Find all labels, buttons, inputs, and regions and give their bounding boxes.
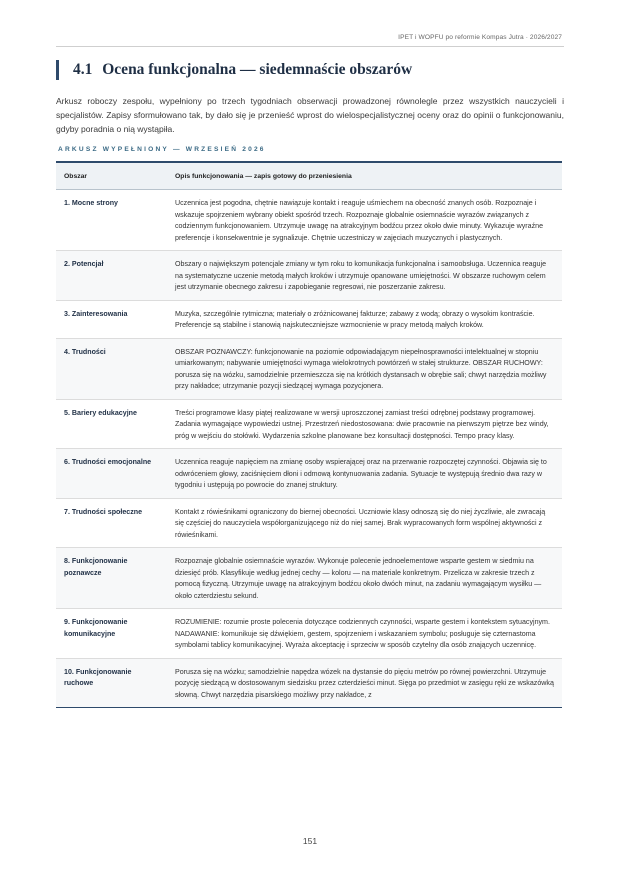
functional-assessment-table	[56, 161, 562, 708]
description-cell: Porusza się na wózku; samodzielnie napędza wózek na dystansie do pięciu metrów po równej powierzchni. Utrzymuje pozycję siedzącą w dostosowanym siedzisku przez czterdzieści minut. Sięga po przedmiot w zasięgu ręki ze wskazówką słowną. Chwyt narzędzia pisarskiego możliwy przy nakładce, z	[167, 658, 562, 707]
table-row	[56, 548, 562, 609]
table-body	[56, 190, 562, 708]
area-cell: 4. Trudności	[56, 338, 167, 399]
area-cell: 3. Zainteresowania	[56, 300, 167, 338]
table-row	[56, 300, 562, 338]
description-cell: ROZUMIENIE: rozumie proste polecenia dotyczące codziennych czynności, wsparte gestem i kontekstem sytuacyjnym. NADAWANIE: komunikuje się dźwiękiem, gestem, spojrzeniem i wskazaniem symbolu; posługuje się czternastoma symbolami tablicy komunikacyjnej. Wyraża akceptację i sprzeciw w sposób czytelny dla osób znających uczennicę.	[167, 609, 562, 659]
description-cell: Rozpoznaje globalnie osiemnaście wyrazów. Wykonuje polecenie jednoelementowe wsparte gestem w siedmiu na dziesięć prób. Klasyfikuje według jednej cechy — koloru — na materiale konkretnym. Przelicza w zakresie trzech z pomocą fizyczną. Utrzymuje uwagę na atrakcyjnym bodźcu około dwóch minut, na zadaniu wymagającym wysiłku — około czterdziestu sekund.	[167, 548, 562, 609]
table-row	[56, 498, 562, 548]
area-cell: 5. Bariery edukacyjne	[56, 399, 167, 449]
area-cell: 10. Funkcjonowanie ruchowe	[56, 658, 167, 707]
area-cell: 1. Mocne strony	[56, 190, 167, 251]
header-divider	[56, 46, 564, 47]
table-row	[56, 399, 562, 449]
description-cell: Muzyka, szczególnie rytmiczna; materiały o zróżnicowanej fakturze; zabawy z wodą; obrazy o wysokim kontraście. Preferencje są stabilne i stanowią najskuteczniejsze wzmocnienie w pracy metodą małych kroków.	[167, 300, 562, 338]
column-header-description: Opis funkcjonowania — zapis gotowy do przeniesienia	[167, 163, 562, 190]
area-cell: 8. Funkcjonowanie poznawcze	[56, 548, 167, 609]
description-cell: Uczennica reaguje napięciem na zmianę osoby wspierającej oraz na przerwanie rozpoczętej czynności. Objawia się to odwróceniem głowy, zaciśnięciem dłoni i odmową kontynuowania zadania. Sytuacje te występują średnio dwa razy w tygodniu i ustępują po powrocie do znanej struktury.	[167, 449, 562, 499]
table-row	[56, 251, 562, 301]
description-cell: Obszary o największym potencjale zmiany w tym roku to komunikacja funkcjonalna i samoobsługa. Uczennica reaguje na systematyczne uczenie metodą małych kroków i utrzymuje opanowane umiejętności. W obszarze ruchowym celem jest utrzymanie obecnego zakresu i zapobieganie regresowi, nie poszerzanie zakresu.	[167, 251, 562, 301]
area-cell: 2. Potencjał	[56, 251, 167, 301]
table-row	[56, 658, 562, 707]
description-cell: Uczennica jest pogodna, chętnie nawiązuje kontakt i reaguje uśmiechem na obecność znanych osób. Rozpoznaje i wskazuje spojrzeniem wybrany obiekt spośród trzech. Rozpoznaje globalnie osiemnaście wyrazów związanych z codziennym funkcjonowaniem. Utrzymuje uwagę na atrakcyjnym bodźcu przez około dwie minuty. Wykazuje wyraźne preferencje i konsekwentnie je sygnalizuje. Chętnie uczestniczy w zajęciach muzycznych i plastycznych.	[167, 190, 562, 251]
description-cell: Treści programowe klasy piątej realizowane w wersji uproszczonej zamiast treści odrębnej podstawy programowej. Zadania wymagające wypowiedzi ustnej. Przestrzeń niedostosowana: dwie pracownie na pierwszym piętrze bez windy, próg w wejściu do stołówki. Wydarzenia szkolne planowane bez konsultacji dostępności. Tempo pracy klasy.	[167, 399, 562, 449]
table-row	[56, 190, 562, 251]
table-row	[56, 449, 562, 499]
table-row	[56, 338, 562, 399]
table-header-row	[56, 163, 562, 190]
intro-paragraph: Arkusz roboczy zespołu, wypełniony po trzech tygodniach obserwacji prowadzonej równolegle przez wszystkich nauczycieli i specjalistów. Zapisy sformułowano tak, by dało się je przenieść wprost do wielospecjalistycznej oceny oraz do opinii o funkcjonowaniu, gdyby poradnia o nią wystąpiła.	[56, 96, 564, 134]
description-cell: OBSZAR POZNAWCZY: funkcjonowanie na poziomie odpowiadającym niepełnosprawności intelektualnej w stopniu umiarkowanym; nabywanie umiejętności wymaga wielokrotnych powtórzeń w stałej strukturze. OBSZAR RUCHOWY: porusza się na wózku, samodzielnie przemieszcza się na krótkich dystansach w obrębie sali; chwyt narzędzia możliwy przy nakładce; utrzymanie pozycji siedzącej wymaga pozycjonera.	[167, 338, 562, 399]
sheet-label: ARKUSZ WYPEŁNIONY — WRZESIEŃ 2026	[58, 146, 266, 153]
area-cell: 6. Trudności emocjonalne	[56, 449, 167, 499]
page-number: 151	[302, 836, 318, 846]
column-header-area: Obszar	[56, 163, 167, 190]
section-title	[56, 60, 412, 80]
running-header: IPET i WOPFU po reformie Kompas Jutra · 2026/2027	[398, 34, 562, 41]
section-number: 4.1	[73, 61, 93, 78]
area-cell: 7. Trudności społeczne	[56, 498, 167, 548]
area-cell: 9. Funkcjonowanie komunikacyjne	[56, 609, 167, 659]
table-row	[56, 609, 562, 659]
description-cell: Kontakt z rówieśnikami ograniczony do biernej obecności. Uczniowie klasy odnoszą się do niej życzliwie, ale zwracają się częściej do nauczyciela współorganizującego niż do niej samej. Brak wypracowanych form wspólnej aktywności z rówieśnikami.	[167, 498, 562, 548]
section-title-text: Ocena funkcjonalna — siedemnaście obszarów	[102, 61, 413, 78]
